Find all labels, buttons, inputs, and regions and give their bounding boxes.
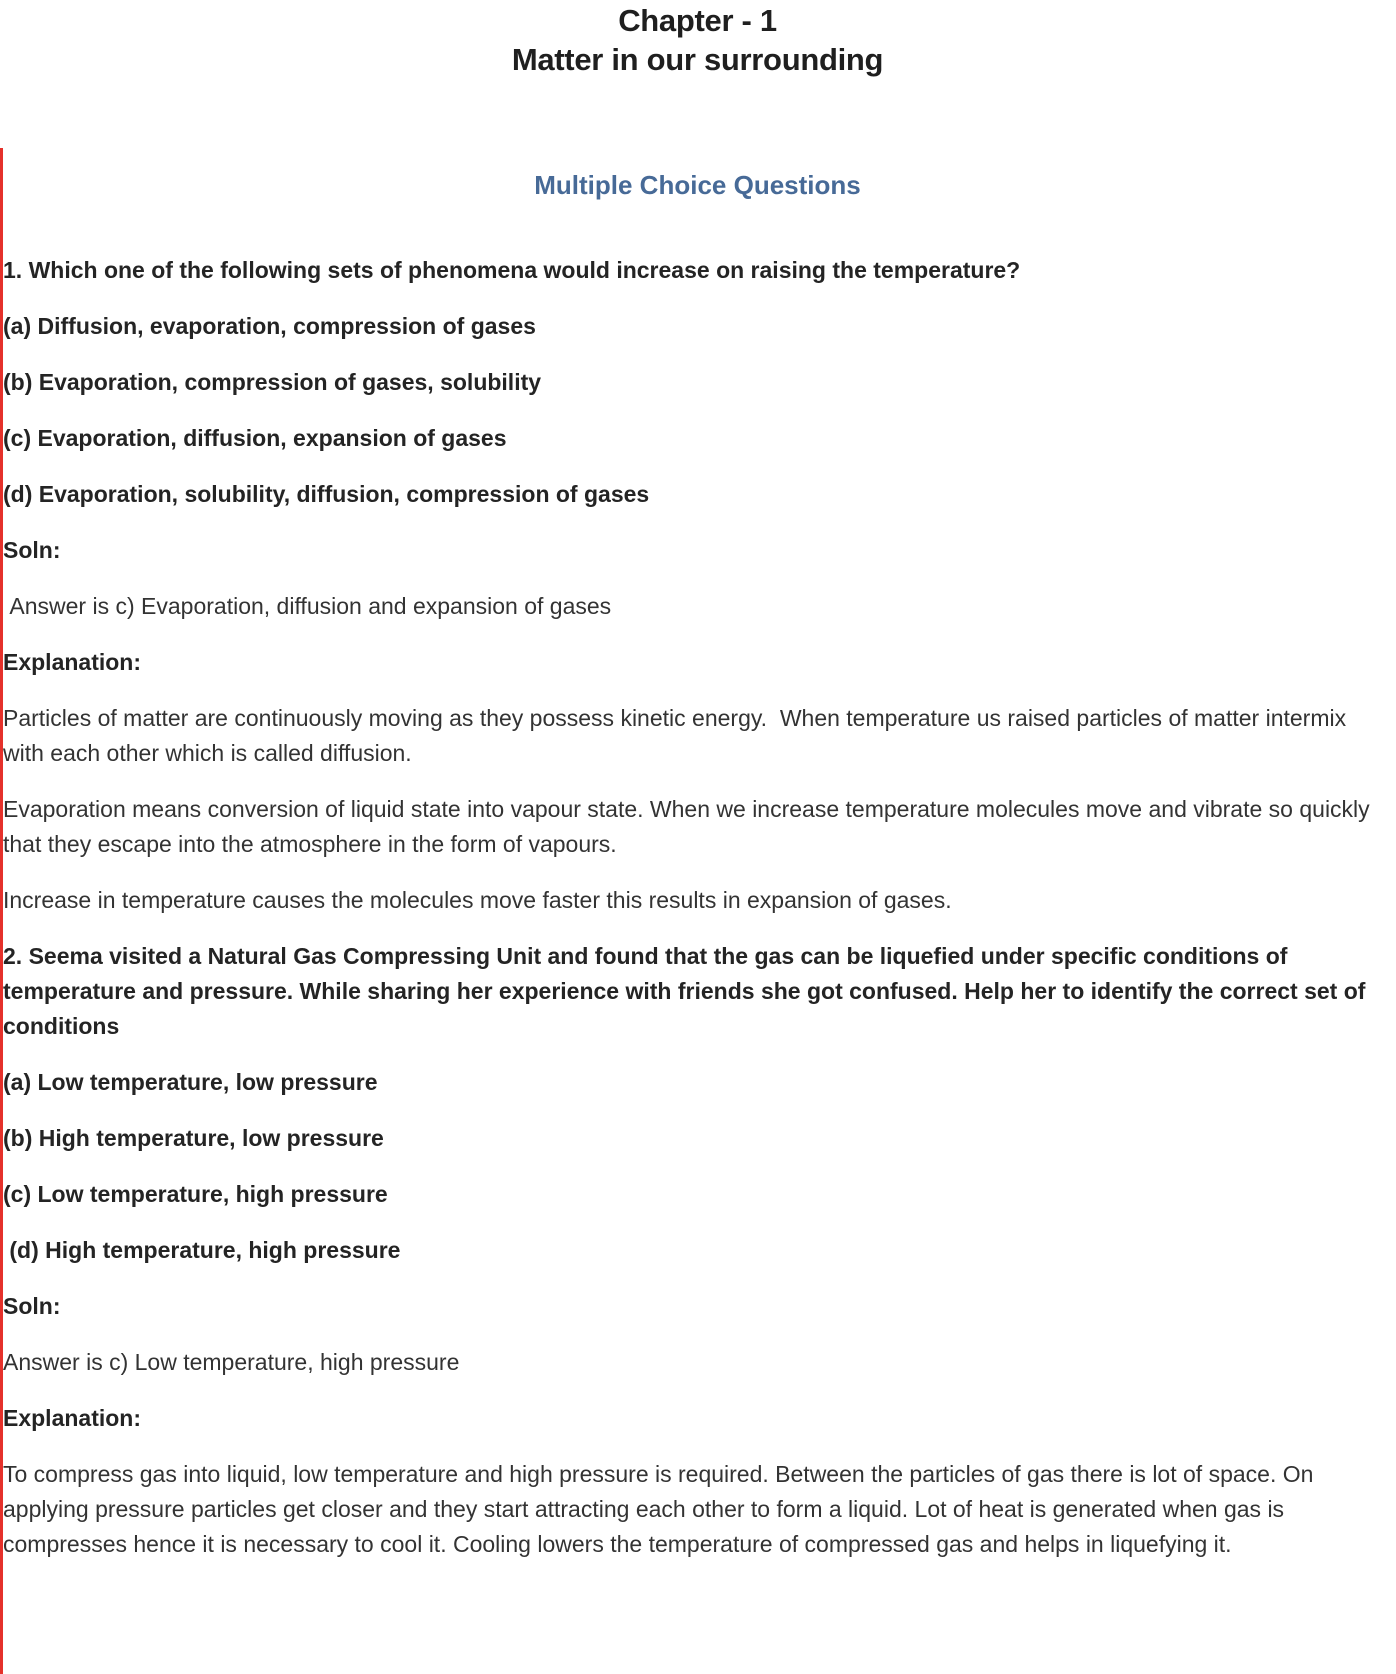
option-c: (c) Low temperature, high pressure: [3, 1181, 388, 1207]
question-text: 1. Which one of the following sets of phenomena would increase on raising the temperature?: [3, 257, 1021, 283]
explanation-paragraph: Increase in temperature causes the molecules move faster this results in expansion of gases.: [3, 887, 952, 913]
question-block: [3, 939, 1392, 1562]
question-text: 2. Seema visited a Natural Gas Compressing Unit and found that the gas can be liquefied under specific conditions of temperature and pressure. While sharing her experience with friends she got confused. Help her to identify the correct set of conditions: [3, 943, 1372, 1039]
explanation-paragraph: Particles of matter are continuously moving as they possess kinetic energy. When temperature us raised particles of matter intermix with each other which is called diffusion.: [3, 705, 1353, 766]
option-b: (b) Evaporation, compression of gases, solubility: [3, 369, 542, 395]
chapter-subtitle-line: Matter in our surrounding: [511, 42, 884, 77]
answer-text: Answer is c) Low temperature, high pressure: [3, 1349, 460, 1375]
option-d: (d) Evaporation, solubility, diffusion, compression of gases: [3, 481, 650, 507]
answer-text: Answer is c) Evaporation, diffusion and expansion of gases: [3, 593, 612, 619]
option-a: (a) Low temperature, low pressure: [3, 1069, 378, 1095]
explanation-label: Explanation:: [3, 649, 142, 675]
option-a: (a) Diffusion, evaporation, compression of gases: [3, 313, 536, 339]
explanation-paragraph: Evaporation means conversion of liquid state into vapour state. When we increase temperature molecules move and vibrate so quickly that they escape into the atmosphere in the form of vapours.: [3, 796, 1377, 857]
left-edge-scan-line: [0, 148, 3, 1674]
document-content: [3, 253, 1392, 1562]
soln-label: Soln:: [3, 1293, 61, 1319]
explanation-label: Explanation:: [3, 1405, 142, 1431]
explanation-paragraph: To compress gas into liquid, low temperature and high pressure is required. Between the particles of gas there is lot of space. On applying pressure particles get closer and they start attracting each other to form a liquid. Lot of heat is generated when gas is compresses hence it is necessary to cool it. Cooling lowers the temperature of compressed gas and helps in liquefying it.: [3, 1461, 1320, 1557]
option-b: (b) High temperature, low pressure: [3, 1125, 384, 1151]
soln-label: Soln:: [3, 537, 61, 563]
page-title: [3, 0, 1392, 79]
option-c: (c) Evaporation, diffusion, expansion of gases: [3, 425, 507, 451]
option-d: (d) High temperature, high pressure: [3, 1237, 401, 1263]
section-heading: Multiple Choice Questions: [534, 170, 861, 200]
question-block: [3, 253, 1392, 918]
chapter-title-line: Chapter - 1: [618, 3, 777, 38]
